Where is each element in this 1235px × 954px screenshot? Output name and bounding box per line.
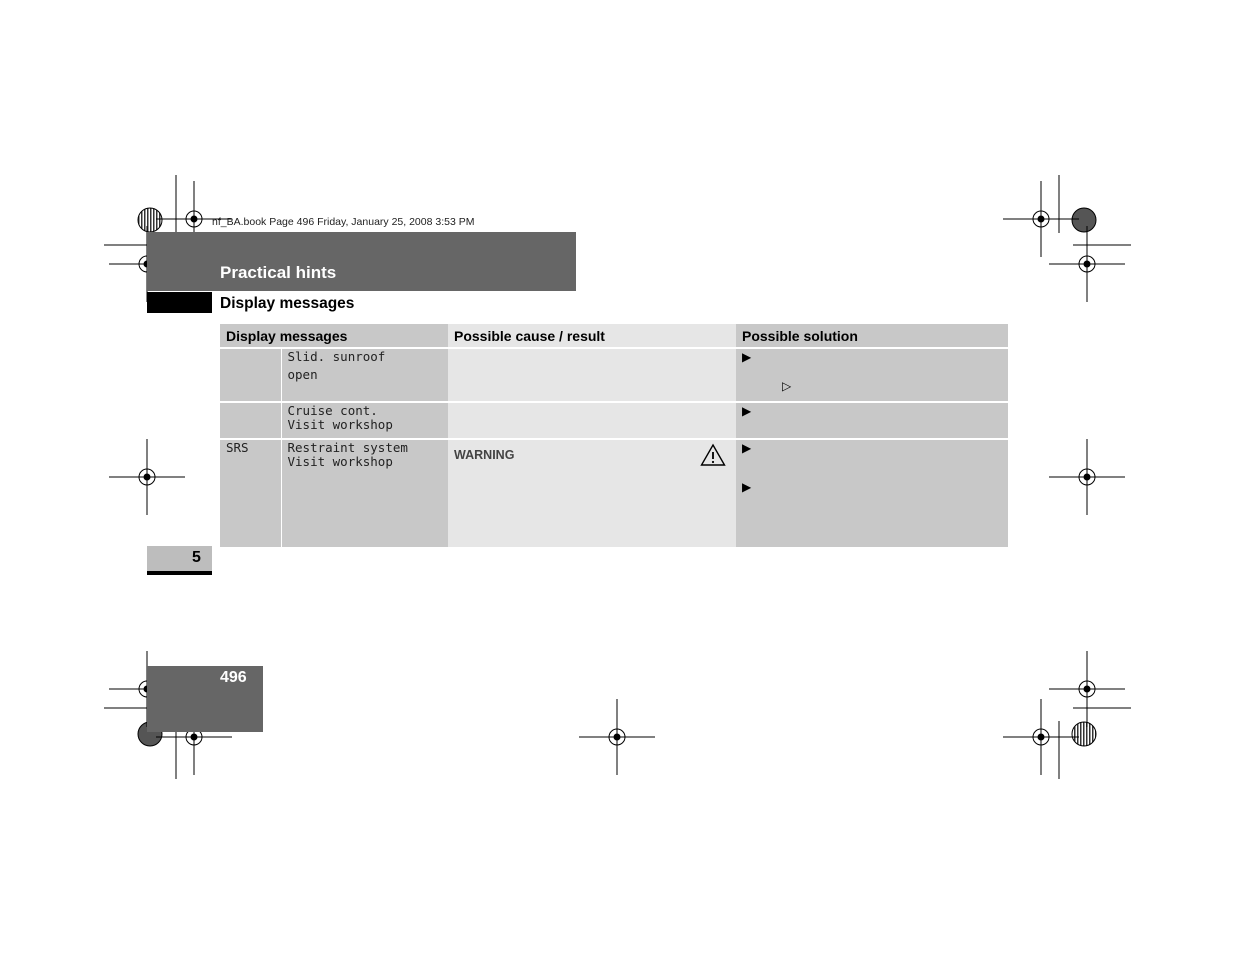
display-text-cell	[281, 439, 448, 547]
section-header-band	[147, 232, 576, 291]
table-row	[220, 402, 1008, 439]
section-title: Practical hints	[220, 263, 337, 282]
symbol-cell	[220, 402, 281, 439]
chapter-tab	[147, 546, 212, 571]
solution-cell	[736, 348, 1008, 402]
warning-triangle-icon	[700, 443, 726, 472]
corner-rosette-tl	[138, 208, 162, 232]
display-text-line: open	[287, 367, 318, 382]
subsection-title	[220, 295, 354, 313]
chapter-number: 5	[192, 549, 201, 566]
action-marker: ▶	[742, 441, 752, 455]
column-header-display-messages: Display messages	[220, 324, 448, 348]
cause-cell	[448, 439, 736, 547]
display-messages-table	[220, 324, 1008, 547]
cause-cell	[448, 402, 736, 439]
cause-cell	[448, 348, 736, 402]
action-marker: ▶	[742, 480, 752, 494]
corner-rosette-br	[1072, 722, 1096, 746]
action-marker: ▶	[742, 350, 752, 364]
table-header-row	[220, 324, 1008, 348]
display-text-line: Visit workshop	[287, 417, 393, 432]
action-marker: ▶	[742, 404, 752, 418]
symbol-cell	[220, 348, 281, 402]
display-text-cell	[281, 402, 448, 439]
display-text-line: Cruise cont.	[287, 403, 378, 418]
column-header-possible-cause: Possible cause / result	[448, 324, 736, 348]
page-number: 496	[220, 669, 247, 686]
page-title: Display messages	[220, 295, 355, 312]
sub-action-marker: ▷	[782, 379, 792, 393]
display-text-line: Slid. sunroof	[287, 349, 386, 364]
table-row	[220, 439, 1008, 547]
display-text-cell	[281, 348, 448, 402]
print-info: nf_BA.book Page 496 Friday, January 25, 2008 3:53 PM	[212, 216, 475, 228]
section-marker-tab	[147, 292, 212, 313]
display-text-line: Visit workshop	[287, 454, 393, 469]
solution-cell	[736, 402, 1008, 439]
column-header-possible-solution: Possible solution	[736, 324, 1008, 348]
solution-cell	[736, 439, 1008, 547]
symbol-cell: SRS	[220, 439, 281, 547]
warning-label: WARNING	[454, 448, 515, 462]
display-text-line: Restraint system	[287, 440, 408, 455]
corner-rosette-tr	[1072, 208, 1096, 232]
chapter-tab-rule	[147, 571, 212, 575]
table-row	[220, 348, 1008, 402]
